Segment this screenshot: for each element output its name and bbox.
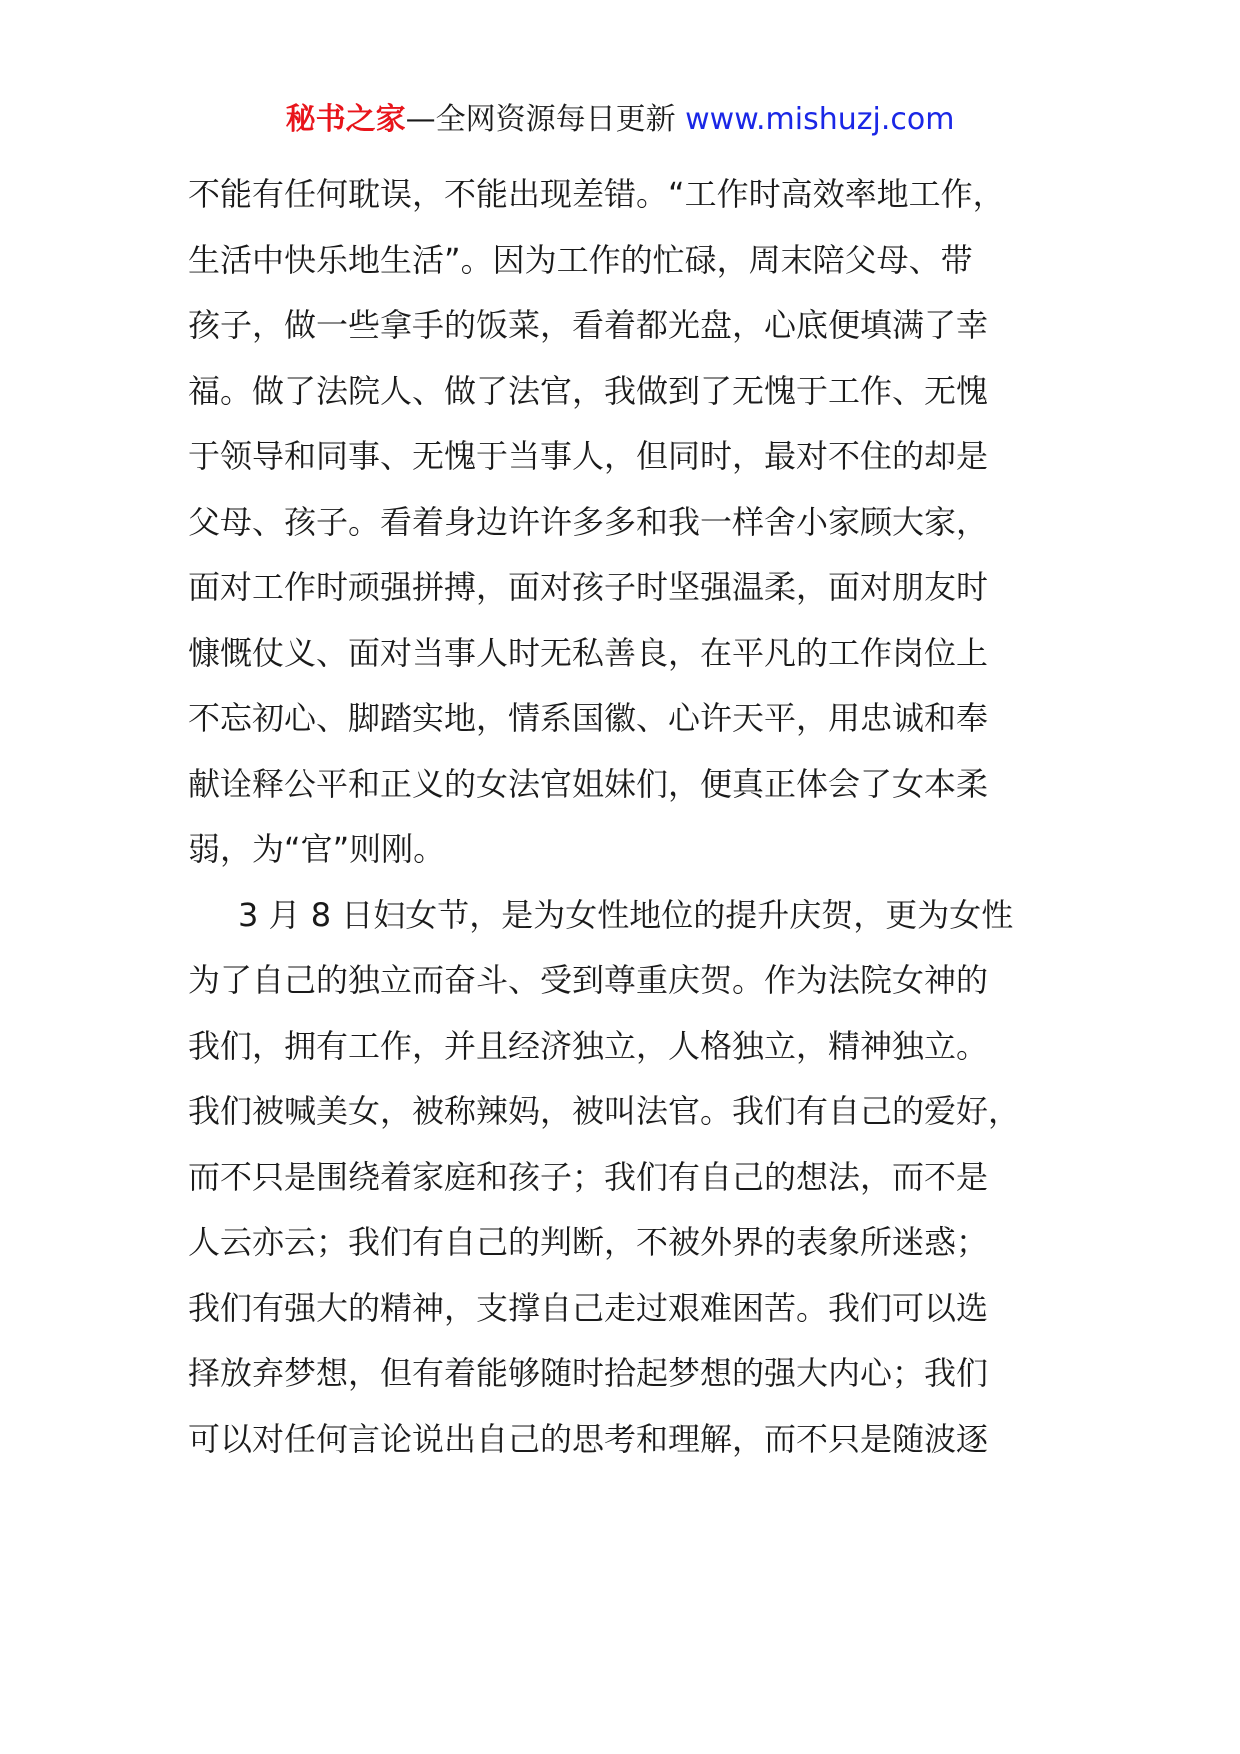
body-line: 我们，拥有工作，并且经济独立，人格独立，精神独立。 xyxy=(188,1026,989,1065)
document-body xyxy=(188,162,1058,1472)
body-line: 而不只是围绕着家庭和孩子；我们有自己的想法，而不是 xyxy=(188,1157,989,1196)
body-line: 面对工作时顽强拼搏，面对孩子时坚强温柔，面对朋友时 xyxy=(188,568,989,606)
paragraph-start-line: 3 月 8 日妇女节，是为女性地位的提升庆贺，更为女性 xyxy=(238,895,1014,934)
body-line: 不忘初心、脚踏实地，情系国徽、心许天平，用忠诚和奉 xyxy=(188,699,989,737)
body-line: 慷慨仗义、面对当事人时无私善良，在平凡的工作岗位上 xyxy=(188,633,989,672)
body-line: 弱，为“官”则刚。 xyxy=(188,830,446,868)
body-line: 择放弃梦想，但有着能够随时拾起梦想的强大内心；我们 xyxy=(188,1354,989,1392)
body-line: 不能有任何耽误，不能出现差错。“工作时高效率地工作， xyxy=(188,175,1005,213)
body-line: 孩子，做一些拿手的饭菜，看着都光盘，心底便填满了幸 xyxy=(188,306,989,344)
body-line: 可以对任何言论说出自己的思考和理解，而不只是随波逐 xyxy=(188,1419,989,1458)
body-line: 父母、孩子。看着身边许许多多和我一样舍小家顾大家， xyxy=(188,502,989,541)
body-line: 生活中快乐地生活”。因为工作的忙碌，周末陪父母、带 xyxy=(188,240,973,279)
header-brand: 秘书之家 xyxy=(285,102,406,137)
header-tagline: —全网资源每日更新 xyxy=(405,102,676,137)
body-line: 福。做了法院人、做了法官，我做到了无愧于工作、无愧 xyxy=(188,371,989,410)
body-line: 献诠释公平和正义的女法官姐妹们，便真正体会了女本柔 xyxy=(188,764,989,803)
body-line: 为了自己的独立而奋斗、受到尊重庆贺。作为法院女神的 xyxy=(188,961,989,999)
header-url-link[interactable]: www.mishuzj.com xyxy=(685,102,955,137)
page-header xyxy=(0,100,1240,140)
body-line: 我们有强大的精神，支撑自己走过艰难困苦。我们可以选 xyxy=(188,1288,989,1327)
body-line: 于领导和同事、无愧于当事人，但同时，最对不住的却是 xyxy=(188,437,989,475)
body-line: 我们被喊美女，被称辣妈，被叫法官。我们有自己的爱好， xyxy=(188,1092,1021,1130)
body-line: 人云亦云；我们有自己的判断，不被外界的表象所迷惑； xyxy=(188,1223,989,1261)
